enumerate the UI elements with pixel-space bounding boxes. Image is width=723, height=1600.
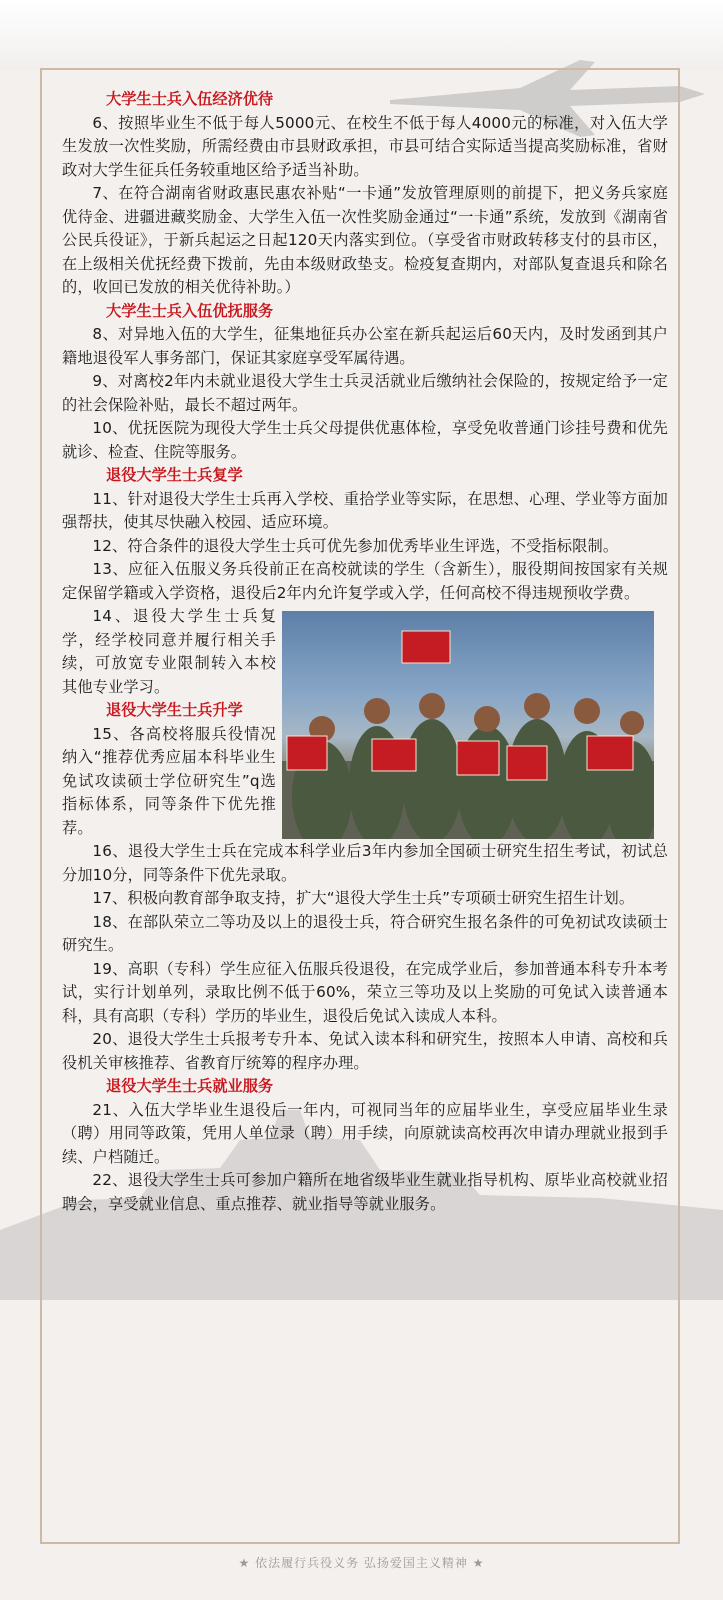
paragraph-8: 8、对异地入伍的大学生，征集地征兵办公室在新兵起运后60天内，及时发函到其户籍地退役军人事务部门，保证其家庭享受军属待遇。 [62,325,668,367]
section-heading-resume-study: 退役大学生士兵复学 [106,466,243,484]
paragraph-13: 13、应征入伍服义务兵役前正在高校就读的学生（含新生），服役期间按国家有关规定保留学籍或入学资格，退役后2年内允许复学或入学，任何高校不得违规预收学费。 [62,560,668,602]
paragraph-15: 15、各高校将服兵役情况纳入“推荐优秀应届本科毕业生免试攻读硕士学位研究生”q选指标体系，同等条件下优先推荐。 [62,724,276,837]
paragraph-22: 22、退役大学生士兵可参加户籍所在地省级毕业生就业指导机构、原毕业高校就业招聘会，享受就业信息、重点推荐、就业指导等就业服务。 [62,1171,668,1213]
section-heading-employment-services: 退役大学生士兵就业服务 [106,1077,274,1095]
paragraph-19: 19、高职（专科）学生应征入伍服兵役退役，在完成学业后，参加普通本科专升本考试，实行计划单列，录取比例不低于60%，荣立三等功及以上奖励的可免试入读普通本科，具有高职（专科）学历的毕业生，退役后免试入读成人本科。 [62,959,668,1025]
paragraph-16: 16、退役大学生士兵在完成本科学业后3年内参加全国硕士研究生招生考试，初试总分加10分，同等条件下优先录取。 [62,842,668,884]
paragraph-11: 11、针对退役大学生士兵再入学校、重拾学业等实际，在思想、心理、学业等方面加强帮扶，使其尽快融入校园、适应环境。 [62,489,668,531]
photo-row [62,605,668,840]
footer-slogan: ★ 依法履行兵役义务 弘扬爱国主义精神 ★ [238,1556,485,1570]
section-heading-preferential-services: 大学生士兵入伍优抚服务 [106,301,274,320]
paragraph-7: 7、在符合湖南省财政惠民惠农补贴“一卡通”发放管理原则的前提下，把义务兵家庭优待金、进疆进藏奖励金、大学生入伍一次性奖励金通过“一卡通”系统，发放到《湖南省公民兵役证》，于新兵起运之日起120天内落实到位。（享受省市财政转移支付的县市区，在上级相关优抚经费下拨前，先由本级财政垫支。检疫复查期内，对部队复查退兵和除名的，收回已发放的相关优待补助。） [62,184,668,296]
paragraph-14: 14、退役大学生士兵复学，经学校同意并履行相关手续，可放宽专业限制转入本校其他专业学习。 [62,607,276,696]
paragraph-18: 18、在部队荣立二等功及以上的退役士兵，符合研究生报名条件的可免初试攻读硕士研究生。 [62,912,668,954]
paragraph-12: 12、符合条件的退役大学生士兵可优先参加优秀毕业生评选，不受指标限制。 [92,536,619,555]
photo-side-text [62,605,276,840]
soldiers-photo [282,611,654,839]
section-heading-economic-benefits: 大学生士兵入伍经济优待 [106,90,274,108]
paragraph-17: 17、积极向教育部争取支持，扩大“退役大学生士兵”专项硕士研究生招生计划。 [92,889,635,907]
document-body [62,88,668,1216]
paragraph-10: 10、优抚医院为现役大学生士兵父母提供优惠体检，享受免收普通门诊挂号费和优先就诊、检查、住院等服务。 [62,419,668,461]
paragraph-21: 21、入伍大学毕业生退役后一年内，可视同当年的应届毕业生，享受应届毕业生录（聘）用同等政策，凭用人单位录（聘）用手续，向原就读高校再次申请办理就业报到手续、户档随迁。 [62,1100,668,1166]
paragraph-6: 6、按照毕业生不低于每人5000元、在校生不低于每人4000元的标准，对入伍大学生发放一次性奖励，所需经费由市县财政承担，市县可结合实际适当提高奖励标准，省财政对大学生征兵任务较重地区给予适当补助。 [62,113,668,179]
paragraph-20: 20、退役大学生士兵报考专升本、免试入读本科和研究生，按照本人申请、高校和兵役机关审核推荐、省教育厅统筹的程序办理。 [62,1030,668,1072]
soldiers-holding-certificates-photo-icon [282,611,654,839]
section-heading-further-education: 退役大学生士兵升学 [106,701,243,719]
paragraph-9: 9、对离校2年内未就业退役大学生士兵灵活就业后缴纳社会保险的，按规定给予一定的社会保险补贴，最长不超过两年。 [62,372,668,414]
